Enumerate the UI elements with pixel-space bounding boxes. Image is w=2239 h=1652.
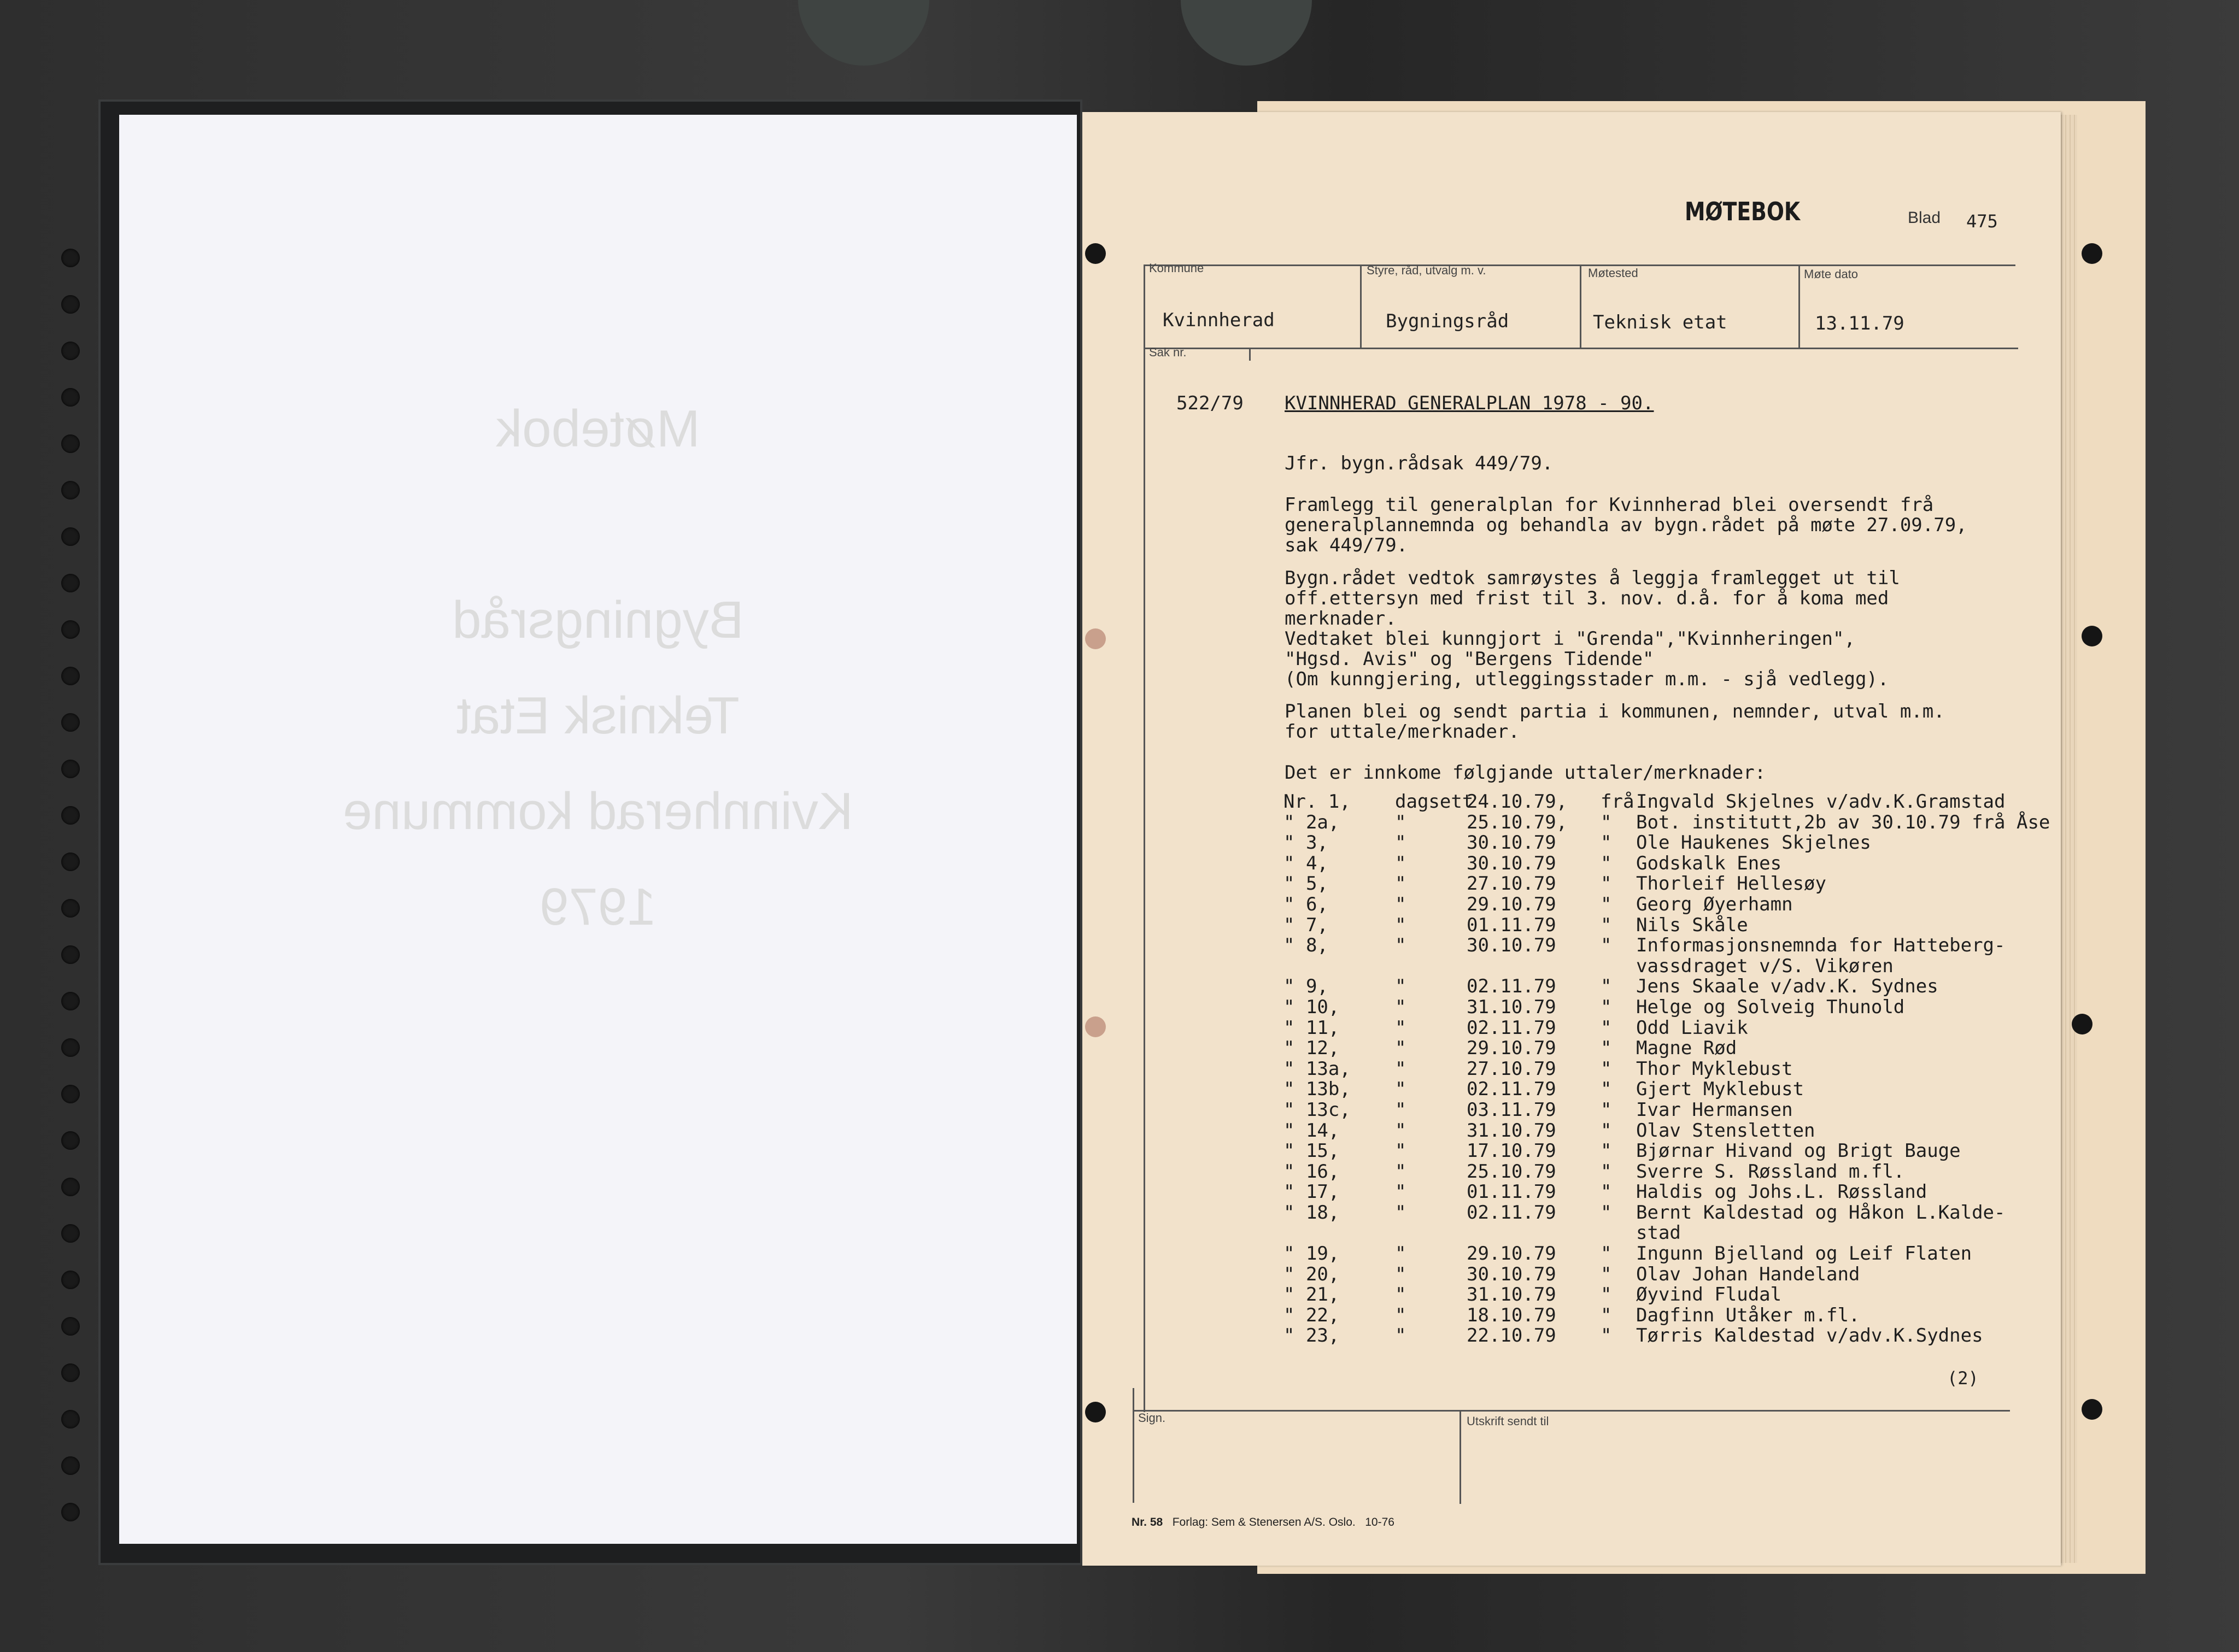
submitter-name: Thorleif Hellesøy <box>1636 873 1826 895</box>
venue-value: Teknisk etat <box>1593 311 1727 333</box>
ditto-mark: " <box>1601 914 1612 936</box>
submission-date: 29.10.79 <box>1467 1037 1556 1060</box>
ghost-title: Møtebok <box>496 399 700 458</box>
submitter-name: Georg Øyerhamn <box>1636 893 1793 915</box>
ditto-mark: " <box>1601 1284 1612 1306</box>
ditto-mark: " <box>1601 1325 1612 1347</box>
ditto-mark: " <box>1395 914 1406 936</box>
submitter-name: Olav Johan Handeland <box>1636 1263 1860 1285</box>
document-title: MØTEBOK <box>1685 197 1801 226</box>
submission-date: 17.10.79 <box>1467 1140 1556 1162</box>
submission-number: " 13a, <box>1283 1057 1351 1080</box>
punch-hole <box>1085 1016 1106 1037</box>
submitter-name: Ole Haukenes Skjelnes <box>1636 832 1871 854</box>
submission-date: 30.10.79 <box>1467 1263 1556 1285</box>
submission-number: " 20, <box>1283 1263 1340 1285</box>
submission-date: 30.10.79 <box>1467 852 1556 874</box>
ditto-mark: " <box>1395 1304 1406 1326</box>
submitter-name: Gjert Myklebust <box>1636 1078 1804 1101</box>
submission-number: " 19, <box>1283 1243 1340 1265</box>
list-item <box>1283 1078 2049 1099</box>
form-line <box>1360 264 1362 348</box>
form-line <box>1133 1388 1134 1503</box>
list-item <box>1283 832 2049 853</box>
ditto-mark: " <box>1601 873 1612 895</box>
ditto-mark: " <box>1601 1201 1612 1224</box>
ditto-mark: " <box>1601 1243 1612 1265</box>
ditto-mark: " <box>1395 1098 1406 1121</box>
submissions-list <box>1283 791 2049 1345</box>
case-title: KVINNHERAD GENERALPLAN 1978 - 90. <box>1285 392 1654 414</box>
submission-date: 31.10.79 <box>1467 1119 1556 1142</box>
punch-hole <box>2072 1014 2093 1034</box>
list-item <box>1283 975 2049 996</box>
case-number: 522/79 <box>1176 392 1244 414</box>
venue-label: Møtested <box>1588 266 1638 280</box>
ditto-mark: " <box>1395 1140 1406 1162</box>
list-item <box>1283 1263 2049 1284</box>
copy-sent-label: Utskrift sendt til <box>1467 1414 1549 1428</box>
submitter-name: Ingvald Skjelnes v/adv.K.Gramstad <box>1636 791 2006 813</box>
list-item <box>1283 1181 2049 1202</box>
submitter-name: Bot. institutt,2b av 30.10.79 frå Åse <box>1636 811 2050 833</box>
submission-date: 29.10.79 <box>1467 893 1556 915</box>
list-item <box>1283 1017 2049 1038</box>
punch-hole <box>1085 243 1106 264</box>
ditto-mark: " <box>1395 811 1406 833</box>
submission-date: 30.10.79 <box>1467 832 1556 854</box>
ditto-mark: " <box>1601 1078 1612 1101</box>
ditto-mark: " <box>1601 934 1612 957</box>
submission-number: " 18, <box>1283 1201 1340 1224</box>
ditto-mark: " <box>1601 893 1612 915</box>
case-paragraph: Planen blei og sendt partia i kommunen, nemnder, utval m.m. for uttale/merknader. <box>1285 701 1945 743</box>
submission-number: " 10, <box>1283 996 1340 1018</box>
submission-number: " 8, <box>1283 934 1328 957</box>
ditto-mark: " <box>1395 1243 1406 1265</box>
ditto-mark: " <box>1395 852 1406 874</box>
punch-hole <box>1085 628 1106 649</box>
ditto-mark: " <box>1601 975 1612 998</box>
list-item <box>1283 1161 2049 1181</box>
list-item <box>1283 1304 2049 1325</box>
form-line <box>1460 1411 1461 1504</box>
list-item <box>1283 1325 2049 1345</box>
list-item <box>1283 1120 2049 1140</box>
board-label: Styre, råd, utvalg m. v. <box>1367 263 1486 277</box>
submission-number: " 7, <box>1283 914 1328 936</box>
submission-date: 03.11.79 <box>1467 1098 1556 1121</box>
ditto-mark: " <box>1601 1304 1612 1326</box>
ditto-mark: " <box>1601 1057 1612 1080</box>
submitter-name: Sverre S. Røssland m.fl. <box>1636 1160 1905 1183</box>
ditto-mark: " <box>1395 996 1406 1018</box>
submitter-name: Øyvind Fludal <box>1636 1284 1782 1306</box>
ditto-mark: " <box>1395 1037 1406 1060</box>
form-code: 10-76 <box>1365 1516 1394 1528</box>
ghost-line-dept: Teknisk Etat <box>456 686 740 745</box>
sheet-number: 475 <box>1966 211 1998 232</box>
imprint <box>1132 1516 1394 1529</box>
list-item <box>1283 1222 2049 1243</box>
submission-date: 25.10.79 <box>1467 1160 1556 1183</box>
page-marker: (2) <box>1947 1368 1979 1389</box>
submission-number: " 5, <box>1283 873 1328 895</box>
submission-number: " 17, <box>1283 1181 1340 1203</box>
submission-number: " 2a, <box>1283 811 1340 833</box>
submitter-name: Dagfinn Utåker m.fl. <box>1636 1304 1860 1326</box>
submission-number: " 14, <box>1283 1119 1340 1142</box>
ditto-mark: " <box>1395 1160 1406 1183</box>
ditto-mark: " <box>1395 873 1406 895</box>
submitter-name: Bernt Kaldestad og Håkon L.Kalde- <box>1636 1201 2006 1224</box>
submission-number: " 6, <box>1283 893 1328 915</box>
list-item <box>1283 812 2049 832</box>
submitter-name: Ingunn Bjelland og Leif Flaten <box>1636 1243 1972 1265</box>
form-number: Nr. 58 <box>1132 1516 1163 1528</box>
list-item <box>1283 893 2049 914</box>
submission-number: Nr. 1, <box>1283 791 1351 813</box>
submission-date: 31.10.79 <box>1467 996 1556 1018</box>
ditto-mark: " <box>1601 852 1612 874</box>
submission-number: " 11, <box>1283 1016 1340 1039</box>
submitter-name: Godskalk Enes <box>1636 852 1782 874</box>
submitter-name: Olav Stensletten <box>1636 1119 1815 1142</box>
submitter-name: Magne Rød <box>1636 1037 1737 1060</box>
list-item <box>1283 853 2049 873</box>
submission-date: 02.11.79 <box>1467 975 1556 998</box>
ditto-mark: " <box>1395 1201 1406 1224</box>
ditto-mark: " <box>1395 1057 1406 1080</box>
submission-date: 02.11.79 <box>1467 1016 1556 1039</box>
municipality-value: Kvinnherad <box>1163 309 1275 331</box>
submission-number: " 23, <box>1283 1325 1340 1347</box>
submission-date: 29.10.79 <box>1467 1243 1556 1265</box>
ditto-mark: " <box>1601 1181 1612 1203</box>
submission-number: " 22, <box>1283 1304 1340 1326</box>
punch-hole <box>1085 1402 1106 1422</box>
municipality-label: Kommune <box>1149 261 1204 275</box>
ditto-mark: " <box>1601 832 1612 854</box>
list-item <box>1283 955 2049 976</box>
ditto-mark: " <box>1601 1140 1612 1162</box>
ditto-mark: " <box>1395 1325 1406 1347</box>
list-item <box>1283 1058 2049 1079</box>
list-item <box>1283 1140 2049 1161</box>
submitter-name: Informasjonsnemnda for Hatteberg- <box>1636 934 2006 957</box>
submission-date: 31.10.79 <box>1467 1284 1556 1306</box>
ghost-line-municipality: Kvinnherad kommune <box>343 782 853 840</box>
blank-left-page <box>119 115 1077 1544</box>
submission-number: " 9, <box>1283 975 1328 998</box>
submitter-name: stad <box>1636 1222 1681 1244</box>
form-line <box>1144 348 2018 349</box>
ditto-mark: " <box>1601 1263 1612 1285</box>
submitter-name: Jens Skaale v/adv.K. Sydnes <box>1636 975 1938 998</box>
submission-number: " 21, <box>1283 1284 1340 1306</box>
date-label: Møte dato <box>1804 267 1859 281</box>
list-item <box>1283 914 2049 935</box>
form-line <box>1580 264 1581 348</box>
ditto-mark: " <box>1601 1016 1612 1039</box>
case-reference: Jfr. bygn.rådsak 449/79. <box>1285 452 1554 474</box>
submission-date: 01.11.79 <box>1467 1181 1556 1203</box>
submission-number: " 16, <box>1283 1160 1340 1183</box>
ditto-mark: " <box>1601 1160 1612 1183</box>
submission-number: " 13c, <box>1283 1098 1351 1121</box>
list-item <box>1283 934 2049 955</box>
submission-number: " 4, <box>1283 852 1328 874</box>
sheet-label: Blad <box>1908 209 1941 227</box>
case-number-label: Sak nr. <box>1149 345 1187 359</box>
submitter-name: Odd Liavik <box>1636 1016 1748 1039</box>
date-value: 13.11.79 <box>1815 313 1904 334</box>
form-line <box>1144 264 1145 1412</box>
submitter-name: vassdraget v/S. Vikøren <box>1636 955 1894 977</box>
ditto-mark: " <box>1395 893 1406 915</box>
list-item <box>1283 1284 2049 1304</box>
punch-hole <box>2082 243 2102 264</box>
list-item <box>1283 1037 2049 1058</box>
ghost-line-board: Bygningsråd <box>452 591 744 649</box>
submission-date: 22.10.79 <box>1467 1325 1556 1347</box>
submitter-name: Tørris Kaldestad v/adv.K.Sydnes <box>1636 1325 1983 1347</box>
list-item <box>1283 873 2049 893</box>
submitter-name: Thor Myklebust <box>1636 1057 1793 1080</box>
submissions-intro: Det er innkome følgjande uttaler/merknader: <box>1285 762 1766 784</box>
submission-date: 18.10.79 <box>1467 1304 1556 1326</box>
signature-label: Sign. <box>1138 1411 1166 1425</box>
ditto-mark: " <box>1395 832 1406 854</box>
ditto-mark: dagsett <box>1395 791 1474 813</box>
case-paragraph: Framlegg til generalplan for Kvinnherad blei oversendt frå generalplannemnda og behandla av bygn.rådet på møte 27.09.79, sak 449/79. <box>1285 494 1967 556</box>
ditto-mark: frå <box>1601 791 1634 813</box>
submission-date: 25.10.79, <box>1467 811 1568 833</box>
board-value: Bygningsråd <box>1386 310 1509 332</box>
submission-number: " 13b, <box>1283 1078 1351 1101</box>
form-line <box>1133 1410 2010 1412</box>
ditto-mark: " <box>1395 975 1406 998</box>
ditto-mark: " <box>1601 1098 1612 1121</box>
ghost-line-year: 1979 <box>540 878 657 936</box>
submitter-name: Bjørnar Hivand og Brigt Bauge <box>1636 1140 1961 1162</box>
list-item <box>1283 1243 2049 1263</box>
list-item <box>1283 1099 2049 1120</box>
ditto-mark: " <box>1395 1016 1406 1039</box>
ditto-mark: " <box>1395 1263 1406 1285</box>
submission-number: " 15, <box>1283 1140 1340 1162</box>
ditto-mark: " <box>1395 934 1406 957</box>
publisher: Forlag: Sem & Stenersen A/S. Oslo. <box>1172 1516 1356 1528</box>
submission-date: 02.11.79 <box>1467 1201 1556 1224</box>
submitter-name: Nils Skåle <box>1636 914 1748 936</box>
list-item <box>1283 996 2049 1017</box>
submission-number: " 3, <box>1283 832 1328 854</box>
punch-hole <box>2082 1399 2102 1420</box>
ditto-mark: " <box>1601 1119 1612 1142</box>
submission-number: " 12, <box>1283 1037 1340 1060</box>
ditto-mark: " <box>1395 1181 1406 1203</box>
submitter-name: Helge og Solveig Thunold <box>1636 996 1905 1018</box>
submission-date: 30.10.79 <box>1467 934 1556 957</box>
submission-date: 01.11.79 <box>1467 914 1556 936</box>
ditto-mark: " <box>1601 1037 1612 1060</box>
punch-hole <box>2082 626 2102 646</box>
submission-date: 02.11.79 <box>1467 1078 1556 1101</box>
submitter-name: Ivar Hermansen <box>1636 1098 1793 1121</box>
ditto-mark: " <box>1601 996 1612 1018</box>
case-paragraph: Bygn.rådet vedtok samrøystes å leggja framlegget ut til off.ettersyn med frist til 3. nov. d.å. for å koma med merknader. Vedtaket blei kunngjort i "Grenda","Kvinnheringen", "Hgsd. Avis" og "Bergens Tidende" (Om kunngjering, utleggingsstader m.m. - sjå vedlegg). <box>1285 567 1900 690</box>
ditto-mark: " <box>1395 1284 1406 1306</box>
ditto-mark: " <box>1395 1119 1406 1142</box>
ditto-mark: " <box>1395 1078 1406 1101</box>
form-line <box>1798 264 1800 348</box>
submission-date: 27.10.79 <box>1467 873 1556 895</box>
submission-date: 27.10.79 <box>1467 1057 1556 1080</box>
list-item <box>1283 1202 2049 1222</box>
submission-date: 24.10.79, <box>1467 791 1568 813</box>
form-line <box>1249 348 1251 361</box>
ditto-mark: " <box>1601 811 1612 833</box>
list-item <box>1283 791 2049 812</box>
submitter-name: Haldis og Johs.L. Røssland <box>1636 1181 1927 1203</box>
